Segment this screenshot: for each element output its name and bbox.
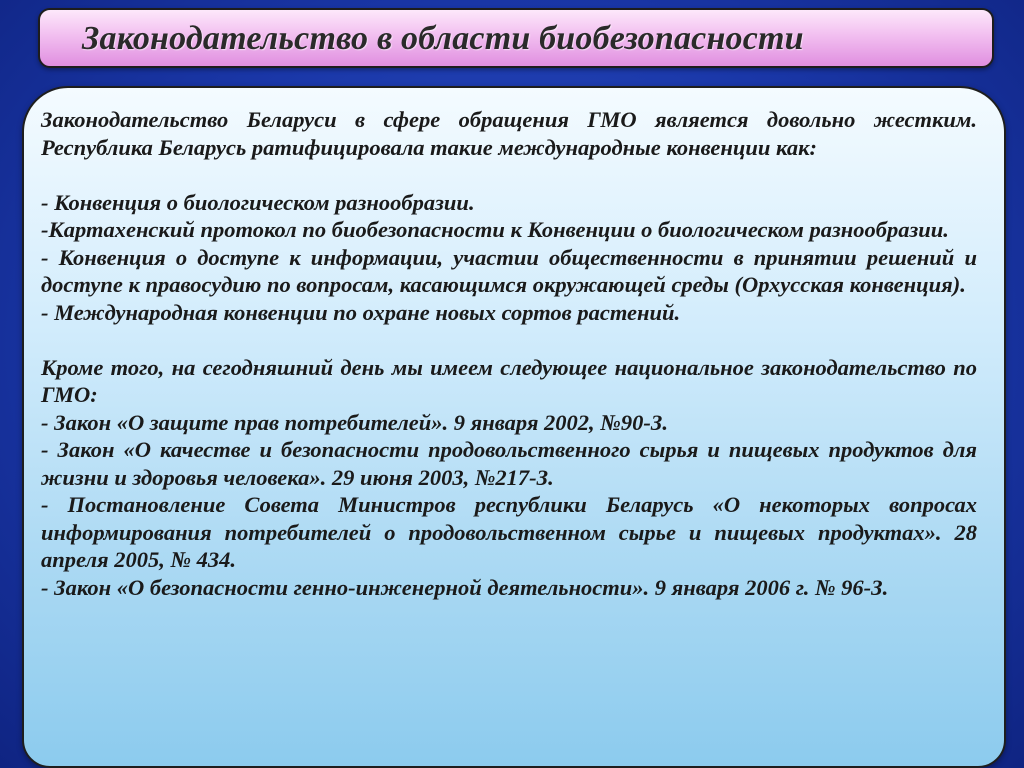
convention-item: -Картахенский протокол по биобезопасности к Конвенции о биологическом разнообразии. <box>41 217 949 242</box>
law-item: - Закон «О безопасности генно-инженерной деятельности». 9 января 2006 г. № 96-З. <box>41 574 889 600</box>
intro-paragraph: Законодательство Беларуси в сфере обращения ГМО является довольно жестким. Республика Беларусь ратифицировала такие международные конвенции как: <box>41 107 977 160</box>
spacer <box>41 161 977 189</box>
law-item: - Постановление Совета Министров республики Беларусь «О некоторых вопросах информирования потребителей о продовольственном сырье и пищевых продуктах». 28 апреля 2005, № 434. <box>41 492 977 572</box>
national-intro-paragraph: Кроме того, на сегодняшний день мы имеем следующее национальное законодательство по ГМО: <box>41 354 977 407</box>
convention-item: - Конвенция о доступе к информации, участии общественности в принятии решений и доступе к правосудию по вопросам, касающимся окружающей среды (Орхусская конвенция). <box>41 244 977 297</box>
spacer <box>41 326 977 354</box>
content-panel <box>22 86 1006 768</box>
law-item: - Закон «О защите прав потребителей». 9 января 2002, №90-З. <box>41 409 668 435</box>
content-text <box>41 106 977 601</box>
slide-title: Законодательство в области биобезопасности <box>82 20 804 57</box>
title-banner <box>38 8 994 68</box>
convention-item: - Конвенция о биологическом разнообразии. <box>41 189 475 215</box>
law-item: - Закон «О качестве и безопасности продовольственного сырья и пищевых продуктов для жизни и здоровья человека». 29 июня 2003, №217-З. <box>41 437 977 490</box>
convention-item: - Международная конвенции по охране новых сортов растений. <box>41 299 681 325</box>
